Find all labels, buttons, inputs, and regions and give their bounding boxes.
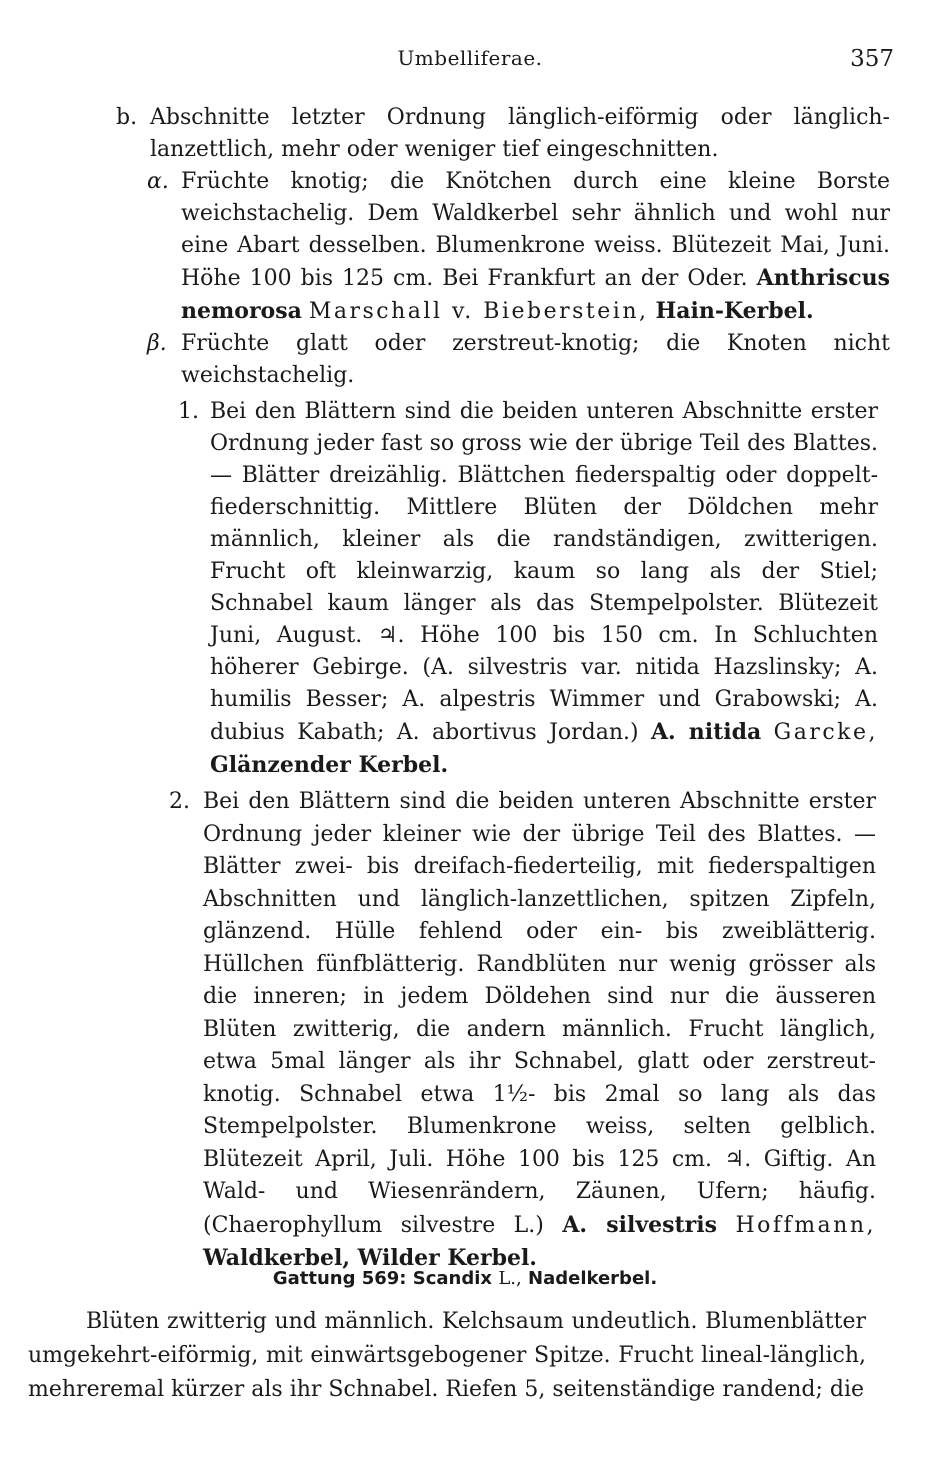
species-name: A. silvestris	[562, 1211, 717, 1238]
section-common-name: Nadelkerbel.	[528, 1268, 658, 1289]
section-author: L.,	[498, 1268, 522, 1289]
entry-marker: 1.	[178, 399, 199, 424]
entry-text: Früchte glatt oder zerstreut-knotig; die Knoten nicht weichstachelig.	[181, 331, 890, 388]
header-title: Umbelliferae.	[397, 46, 543, 70]
species-author: Marschall v. Bieberstein,	[308, 299, 649, 324]
species-name: A. nitida	[650, 719, 762, 745]
page-number: 357	[850, 46, 894, 72]
description-paragraph: Blüten zwitterig und männlich. Kelchsaum undeutlich. Blumenblätter umgekehrt-eiförmig, mit einwärtsgebogener Spitze. Frucht lineal-länglich, mehreremal kürzer als ihr Schnabel. Riefen 5, seitenständige randend; die	[28, 1309, 866, 1402]
species-name: Anthriscus nemorosa	[181, 265, 890, 324]
species-author: Hoffmann,	[735, 1212, 877, 1238]
species-author: Garcke,	[773, 720, 879, 745]
key-entry-alpha	[147, 166, 890, 328]
key-entry-2	[169, 786, 877, 1276]
key-entry-beta	[147, 328, 890, 392]
entry-marker: b.	[116, 105, 138, 130]
entry-marker: 2.	[169, 789, 190, 814]
common-name: Waldkerbel, Wilder Kerbel.	[203, 1245, 537, 1271]
common-name: Hain-Kerbel.	[655, 298, 814, 324]
key-entry-b	[116, 102, 890, 166]
section-prefix: Gattung 569:	[272, 1268, 407, 1289]
running-header	[0, 46, 930, 76]
entry-marker: β.	[147, 331, 167, 356]
key-entry-1	[178, 396, 879, 782]
key-body	[0, 102, 930, 1276]
entry-text: Bei den Blättern sind die beiden unteren Abschnitte erster Ordnung jeder fast so gross wie der übrige Teil des Blattes. — Blätter dreizählig. Blättchen fiederspaltig oder doppelt-fiederschnittig. Mittlere Blüten der Döldchen mehr männlich, kleiner als die randständigen, zwitterigen. Frucht oft kleinwarzig, kaum so lang als der Stiel; Schnabel kaum länger als das Stempelpolster. Blütezeit Juni, August. ♃. Höhe 100 bis 150 cm. In Schluchten höherer Gebirge. (A. silvestris var. nitida Hazslinsky; A. humilis Besser; A. alpestris Wimmer und Grabowski; A. dubius Kabath; A. abortivus Jordan.)	[210, 399, 878, 745]
entry-text: Früchte knotig; die Knötchen durch eine kleine Borste weichstachelig. Dem Waldkerbel sehr ähnlich und wohl nur eine Abart desselben. Blumenkrone weiss. Blütezeit Mai, Juni. Höhe 100 bis 125 cm. Bei Frankfurt an der Oder.	[181, 169, 890, 291]
entry-text: Bei den Blättern sind die beiden unteren Abschnitte erster Ordnung jeder kleiner wie der übrige Teil des Blattes. — Blätter zwei- bis dreifach-fiederteilig, mit fiederspaltigen Abschnitten und länglich-lanzettlichen, spitzen Zipfeln, glänzend. Hülle fehlend oder ein- bis zweiblätterig. Hüllchen fünfblätterig. Randblüten nur wenig grösser als die inneren; in jedem Döldehen sind nur die äusseren Blüten zwitterig, die andern männlich. Frucht länglich, etwa 5mal länger als ihr Schnabel, glatt oder zerstreut-knotig. Schnabel etwa 1½- bis 2mal so lang als das Stempelpolster. Blumenkrone weiss, selten gelblich. Blütezeit April, Juli. Höhe 100 bis 125 cm. ♃. Giftig. An Wald- und Wiesenrändern, Zäunen, Ufern; häufig. (Chaerophyllum silvestre L.)	[203, 789, 876, 1238]
common-name: Glänzender Kerbel.	[210, 752, 449, 778]
section-heading	[0, 1268, 930, 1289]
entry-text: Abschnitte letzter Ordnung länglich-eiförmig oder länglich-lanzettlich, mehr oder weniger tief eingeschnitten.	[150, 105, 890, 162]
entry-marker: α.	[147, 169, 169, 194]
section-genus: Scandix	[412, 1268, 493, 1289]
